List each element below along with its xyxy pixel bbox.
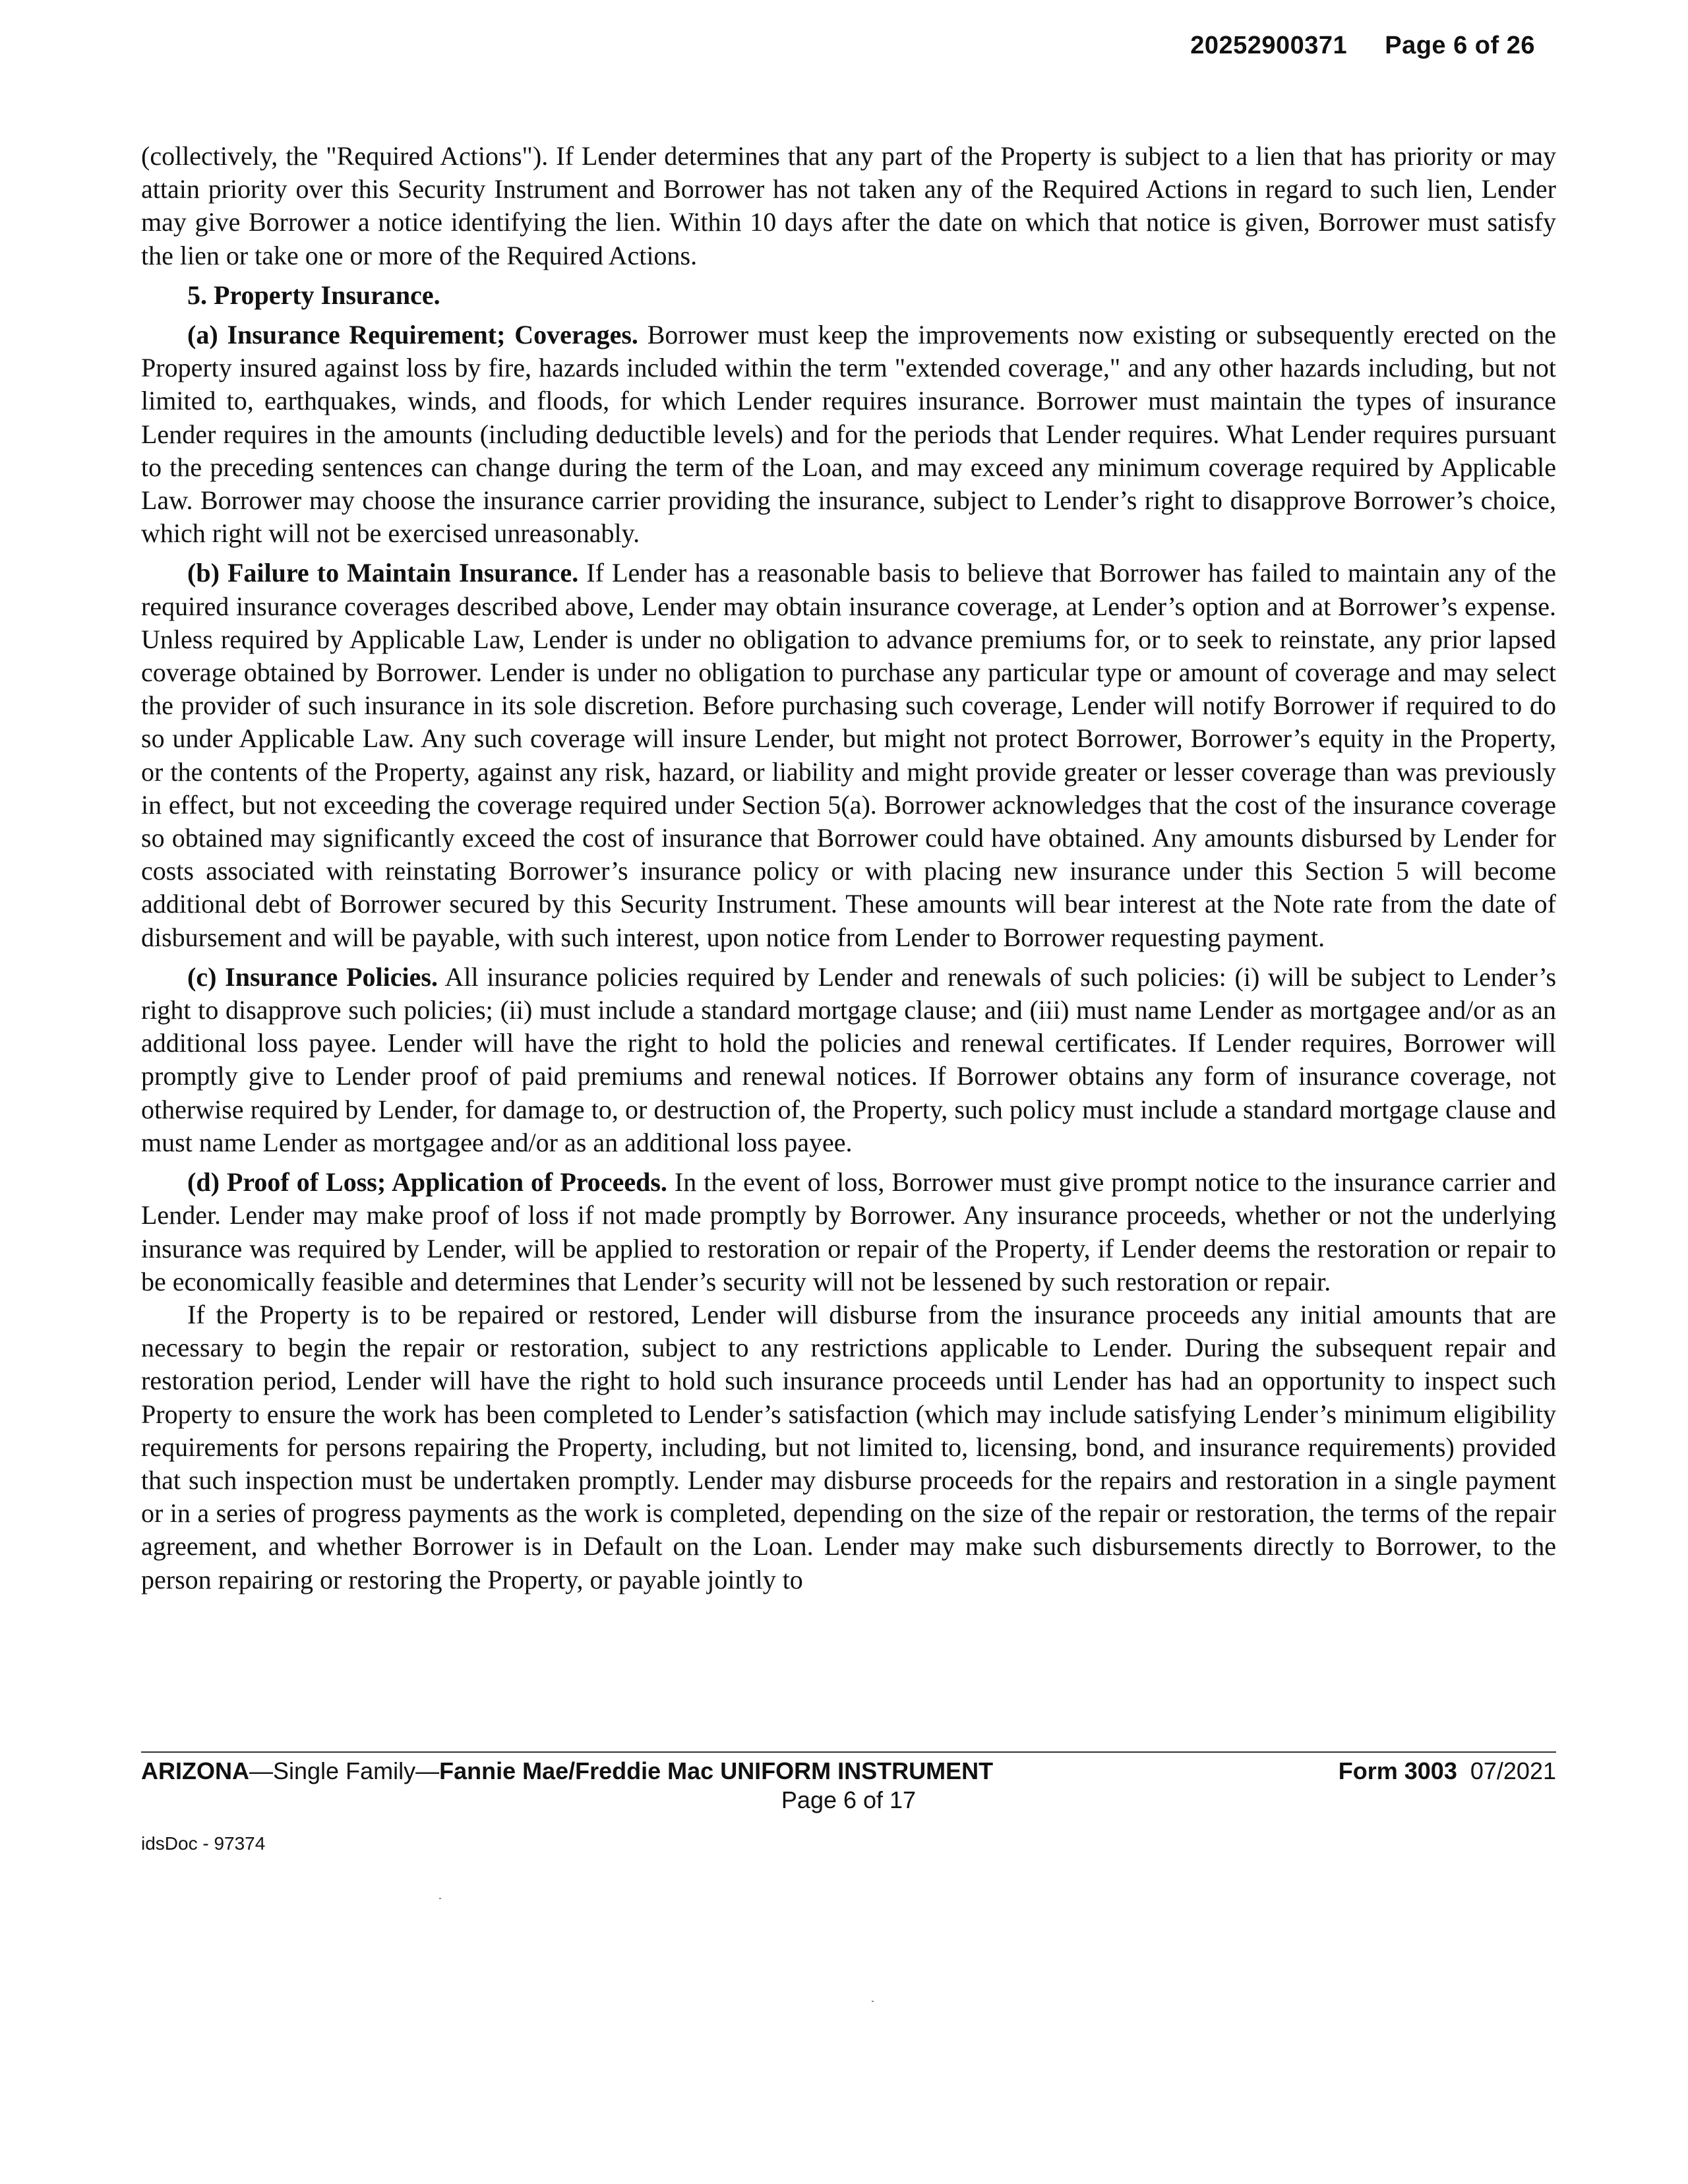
- page-footer: [141, 1757, 1556, 1858]
- subsection-a-heading: (a) Insurance Requirement; Coverages.: [187, 320, 638, 350]
- recording-number: 20252900371: [1190, 32, 1348, 59]
- document-body: [141, 140, 1556, 1596]
- subsection-d-heading: (d) Proof of Loss; Application of Proceeds.: [187, 1167, 667, 1198]
- subsection-d-continued-paragraph: If the Property is to be repaired or restored, Lender will disburse from the insurance proceeds any initial amounts that are necessary to begin the repair or restoration, subject to any restrictions applicable to Lender. During the subsequent repair and restoration period, Lender will have the right to hold such insurance proceeds until Lender has had an opportunity to inspect such Property to ensure the work has been completed to Lender’s satisfaction (which may include satisfying Lender’s minimum eligibility requirements for persons repairing the Property, including, but not limited to, licensing, bond, and insurance requirements) provided that such inspection must be undertaken promptly. Lender may disburse proceeds for the repairs and restoration in a single payment or in a series of progress payments as the work is completed, depending on the size of the repair or restoration, the terms of the repair agreement, and whether Borrower is in Default on the Loan. Lender may make such disbursements directly to Borrower, to the person repairing or restoring the Property, or payable jointly to: [141, 1299, 1556, 1594]
- footer-form-id: [1339, 1757, 1556, 1786]
- footer-doc-id: idsDoc - 97374: [141, 1833, 266, 1854]
- subsection-d-paragraph: [141, 1166, 1556, 1298]
- continuation-paragraph: (collectively, the "Required Actions"). If Lender determines that any part of the Property is subject to a lien that has priority or may attain priority over this Security Instrument and Borrower has not taken any of the Required Actions in regard to such lien, Lender may give Borrower a notice identifying the lien. Within 10 days after the date on which that notice is given, Borrower must satisfy the lien or take one or more of the Required Actions.: [141, 141, 1556, 270]
- footer-divider: [141, 1751, 1556, 1753]
- footer-instrument: Fannie Mae/Freddie Mac UNIFORM INSTRUMENT: [439, 1757, 994, 1784]
- subsection-b-paragraph: [141, 557, 1556, 954]
- subsection-c-text: All insurance policies required by Lender and renewals of such policies: (i) will be subject to Lender’s right to disapprove such policies; (ii) must include a standard mortgage clause; and (iii) must name Lender as mortgagee and/or as an additional loss payee. Lender will have the right to hold the policies and renewal certificates. If Lender requires, Borrower will promptly give to Lender proof of paid premiums and renewal notices. If Borrower obtains any form of insurance coverage, not otherwise required by Lender, for damage to, or destruction of, the Property, such policy must include a standard mortgage clause and must name Lender as mortgagee and/or as an additional loss payee.: [141, 961, 1557, 1157]
- subsection-b-text: If Lender has a reasonable basis to believe that Borrower has failed to maintain any of the required insurance coverages described above, Lender may obtain insurance coverage, at Lender’s option and at Borrower’s expense. Unless required by Applicable Law, Lender is under no obligation to advance premiums for, or to seek to reinstate, any prior lapsed coverage obtained by Borrower. Lender is under no obligation to purchase any particular type or amount of coverage and may select the provider of such insurance in its sole discretion. Before purchasing such coverage, Lender will notify Borrower if required to do so under Applicable Law. Any such coverage will insure Lender, but might not protect Borrower, Borrower’s equity in the Property, or the contents of the Property, against any risk, hazard, or liability and might provide greater or lesser coverage than was previously in effect, but not exceeding the coverage required under Section 5(a). Borrower acknowledges that the cost of the insurance coverage so obtained may significantly exceed the cost of insurance that Borrower could have obtained. Any amounts disbursed by Lender for costs associated with reinstating Borrower’s insurance policy or with placing new insurance under this Section 5 will become additional debt of Borrower secured by this Security Instrument. These amounts will bear interest at the Note rate from the date of disbursement and will be payable, with such interest, upon notice from Lender to Borrower requesting payment.: [141, 558, 1557, 952]
- document-page-label: Page 6 of 26: [1385, 32, 1535, 59]
- scan-speck: [872, 2001, 874, 2002]
- subsection-c-paragraph: [141, 961, 1556, 1159]
- subsection-c-heading: (c) Insurance Policies.: [187, 961, 438, 992]
- footer-form-date: 07/2021: [1470, 1757, 1556, 1784]
- scan-speck: [439, 1898, 441, 1899]
- footer-state: ARIZONA: [141, 1757, 249, 1784]
- section-5-heading: 5. Property Insurance.: [187, 280, 440, 310]
- footer-title-row: [141, 1757, 1556, 1786]
- footer-instrument-title: [141, 1757, 993, 1786]
- subsection-a-text: Borrower must keep the improvements now existing or subsequently erected on the Property insured against loss by fire, hazards included within the term "extended coverage," and any other hazards including, but not limited to, earthquakes, winds, and floods, for which Lender requires insurance. Borrower must maintain the types of insurance Lender requires in the amounts (including deductible levels) and for the periods that Lender requires. What Lender requires pursuant to the preceding sentences can change during the term of the Loan, and may exceed any minimum coverage required by Applicable Law. Borrower may choose the insurance carrier providing the insurance, subject to Lender’s right to disapprove Borrower’s choice, which right will not be exercised unreasonably.: [141, 320, 1556, 549]
- footer-family-type: —Single Family—: [249, 1757, 440, 1784]
- footer-form-number: Form 3003: [1338, 1757, 1457, 1784]
- subsection-b-heading: (b) Failure to Maintain Insurance.: [187, 558, 579, 588]
- subsection-d-text: In the event of loss, Borrower must give prompt notice to the insurance carrier and Lender. Lender may make proof of loss if not made promptly by Borrower. Any insurance proceeds, whether or not the underlying insurance was required by Lender, will be applied to restoration or repair of the Property, if Lender deems the restoration or repair to be economically feasible and determines that Lender’s security will not be lessened by such restoration or repair.: [141, 1167, 1556, 1296]
- footer-page-number: Page 6 of 17: [781, 1786, 917, 1813]
- subsection-a-paragraph: [141, 318, 1556, 550]
- recording-header: [1190, 32, 1535, 60]
